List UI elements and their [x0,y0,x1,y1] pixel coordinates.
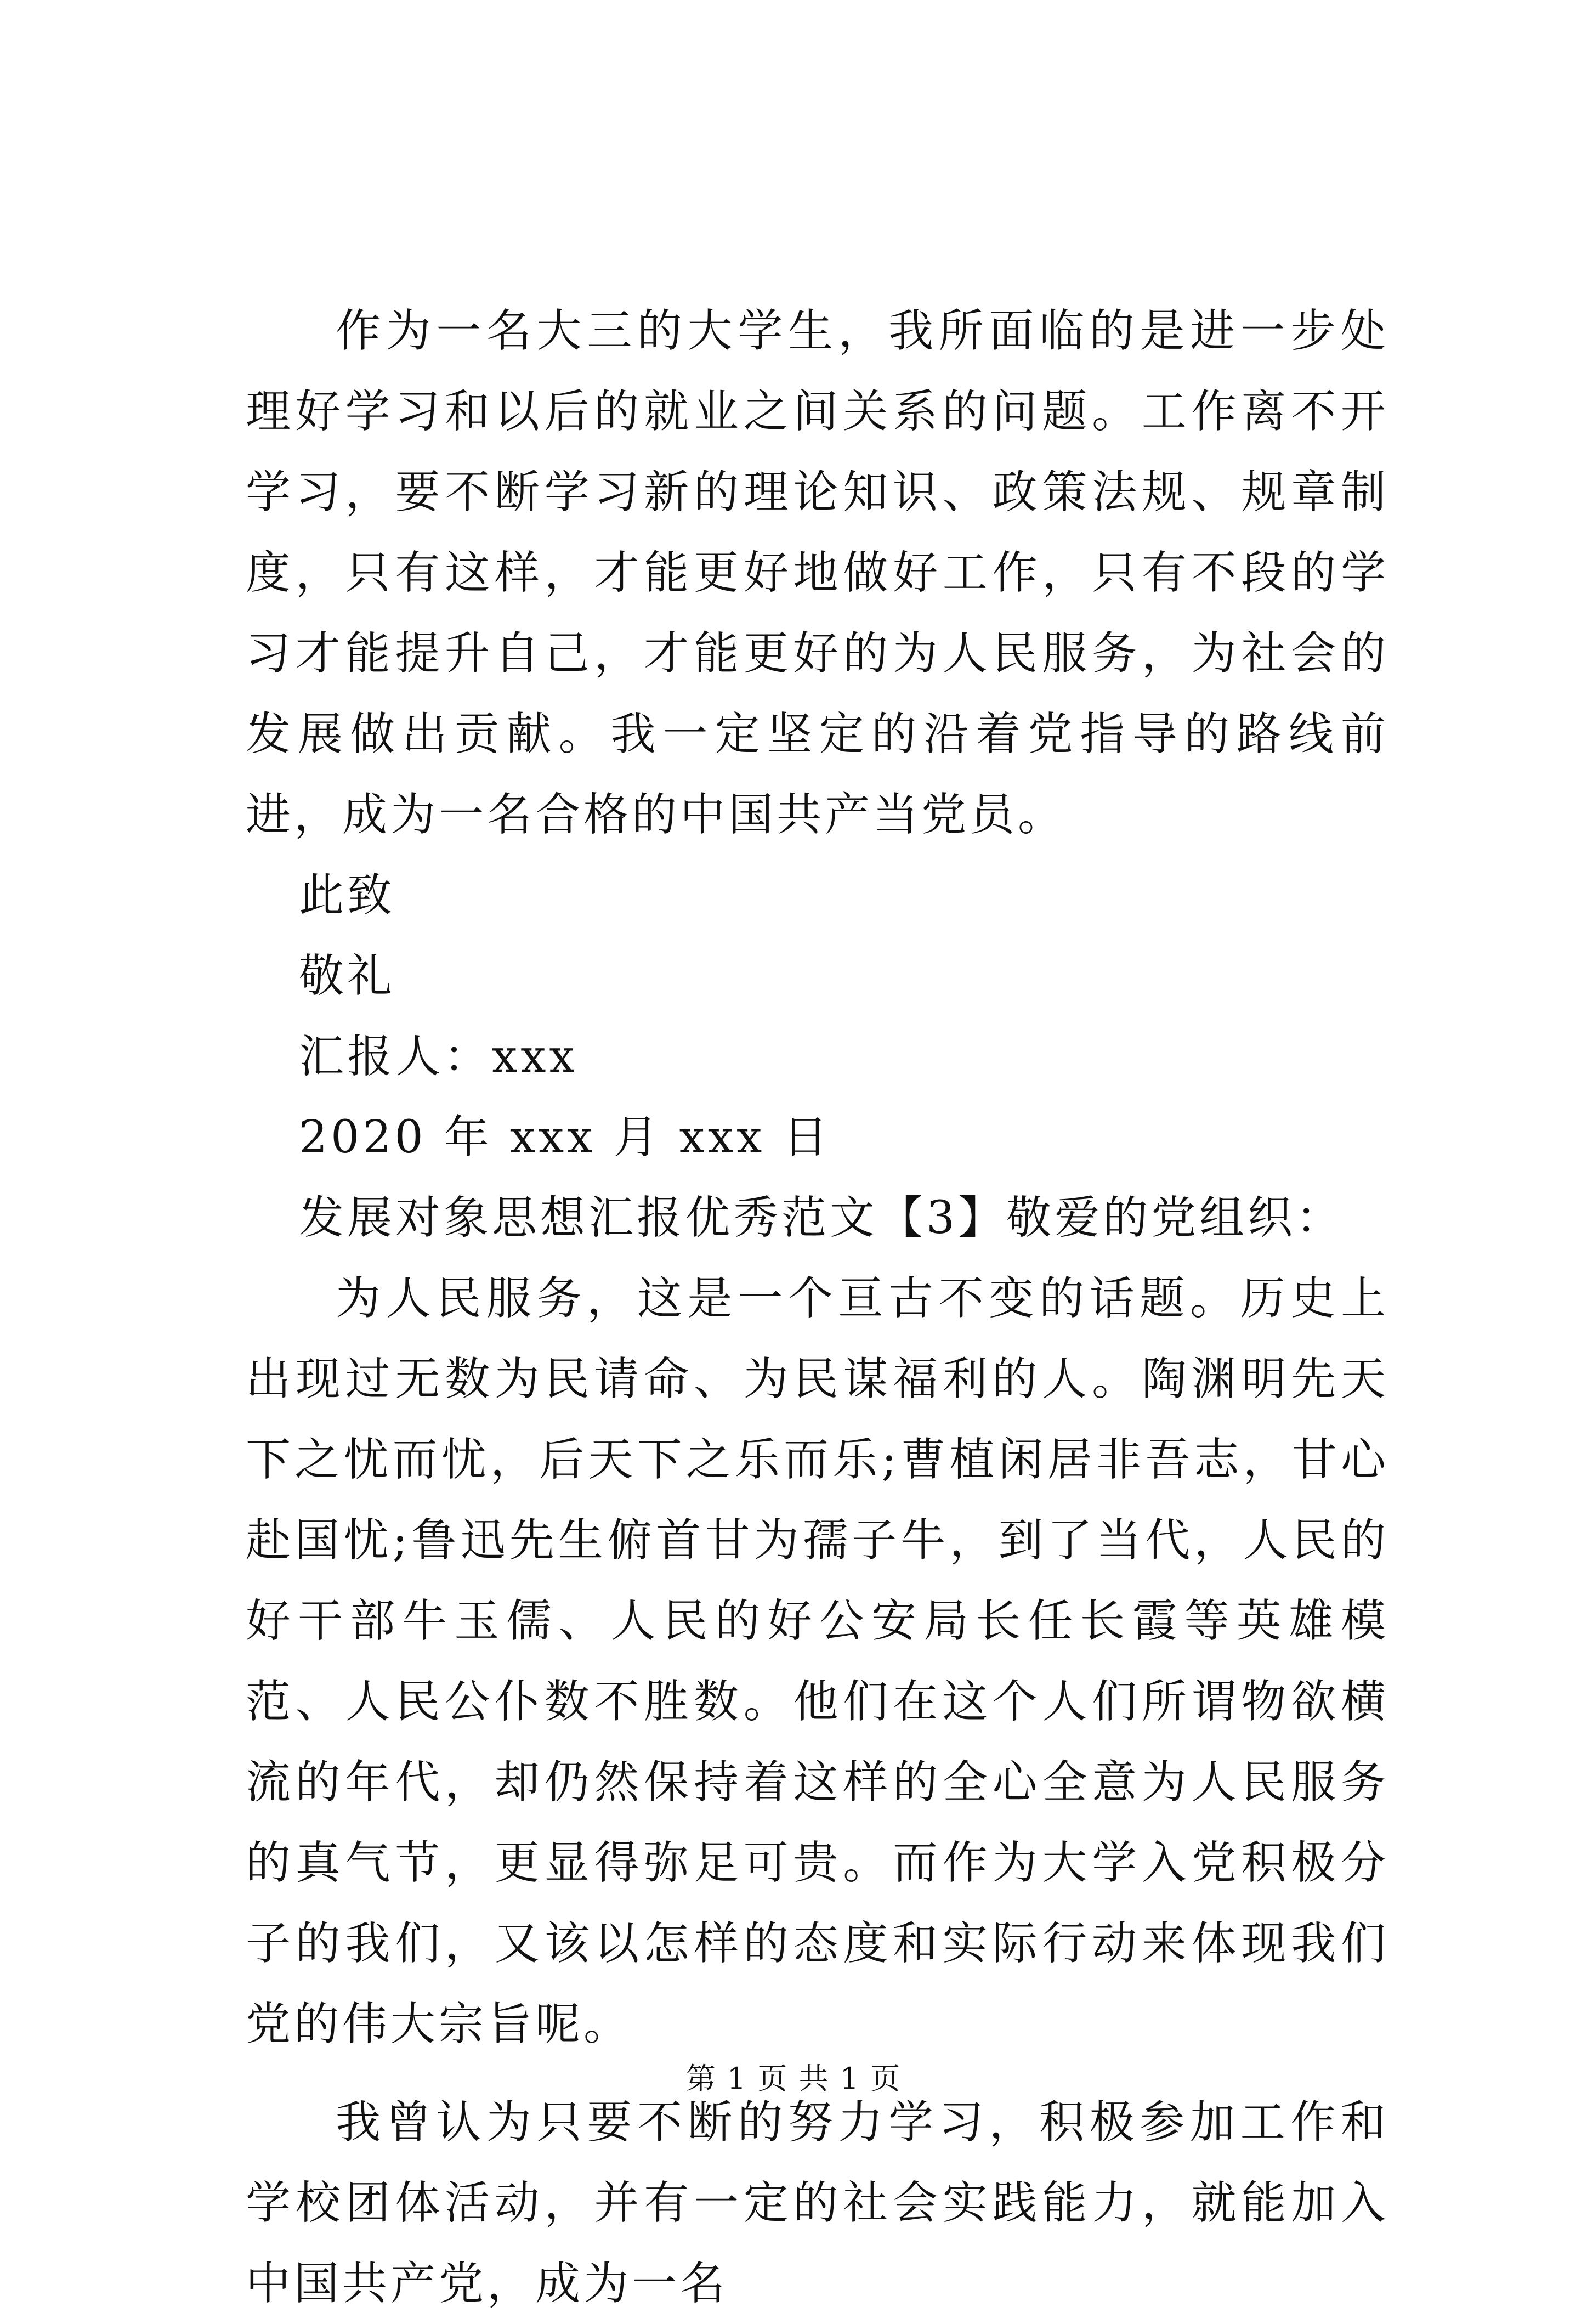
salutation-cizhi: 此致 [299,869,396,921]
paragraph-study-and-work: 作为一名大三的大学生，我所面临的是进一步处理好学习和以后的就业之间关系的问题。工作离不开学习，要不断学习新的理论知识、政策法规、规章制度，只有这样，才能更好地做好工作，只有不段的学习才能提升自己，才能更好的为人民服务，为社会的发展做出贡献。我一定坚定的沿着党指导的路线前进，成为一名合格的中国共产当党员。 [246,305,1389,841]
section-heading: 发展对象思想汇报优秀范文【3】敬爱的党组织： [299,1192,1345,1244]
salutation-jingli: 敬礼 [299,950,396,1002]
document-body [246,291,1389,2324]
paragraph-belief: 我曾认为只要不断的努力学习，积极参加工作和学校团体活动，并有一定的社会实践能力，就能加入中国共产党，成为一名 [246,2096,1389,2310]
page-footer: 第 1 页 共 1 页 [685,2061,902,2096]
paragraph-serve-the-people: 为人民服务，这是一个亘古不变的话题。历史上出现过无数为民请命、为民谋福利的人。陶渊明先天下之忧而忧，后天下之乐而乐;曹植闲居非吾志，甘心赴国忧;鲁迅先生俯首甘为孺子牛，到了当代，人民的好干部牛玉儒、人民的好公安局长任长霞等英雄模范、人民公仆数不胜数。他们在这个人们所谓物欲横流的年代，却仍然保持着这样的全心全意为人民服务的真气节，更显得弥足可贵。而作为大学入党积极分子的我们，又该以怎样的态度和实际行动来体现我们党的伟大宗旨呢。 [246,1273,1389,2050]
date-line: 2020 年 xxx 月 xxx 日 [299,1111,831,1163]
reporter-line: 汇报人：xxx [299,1031,578,1083]
